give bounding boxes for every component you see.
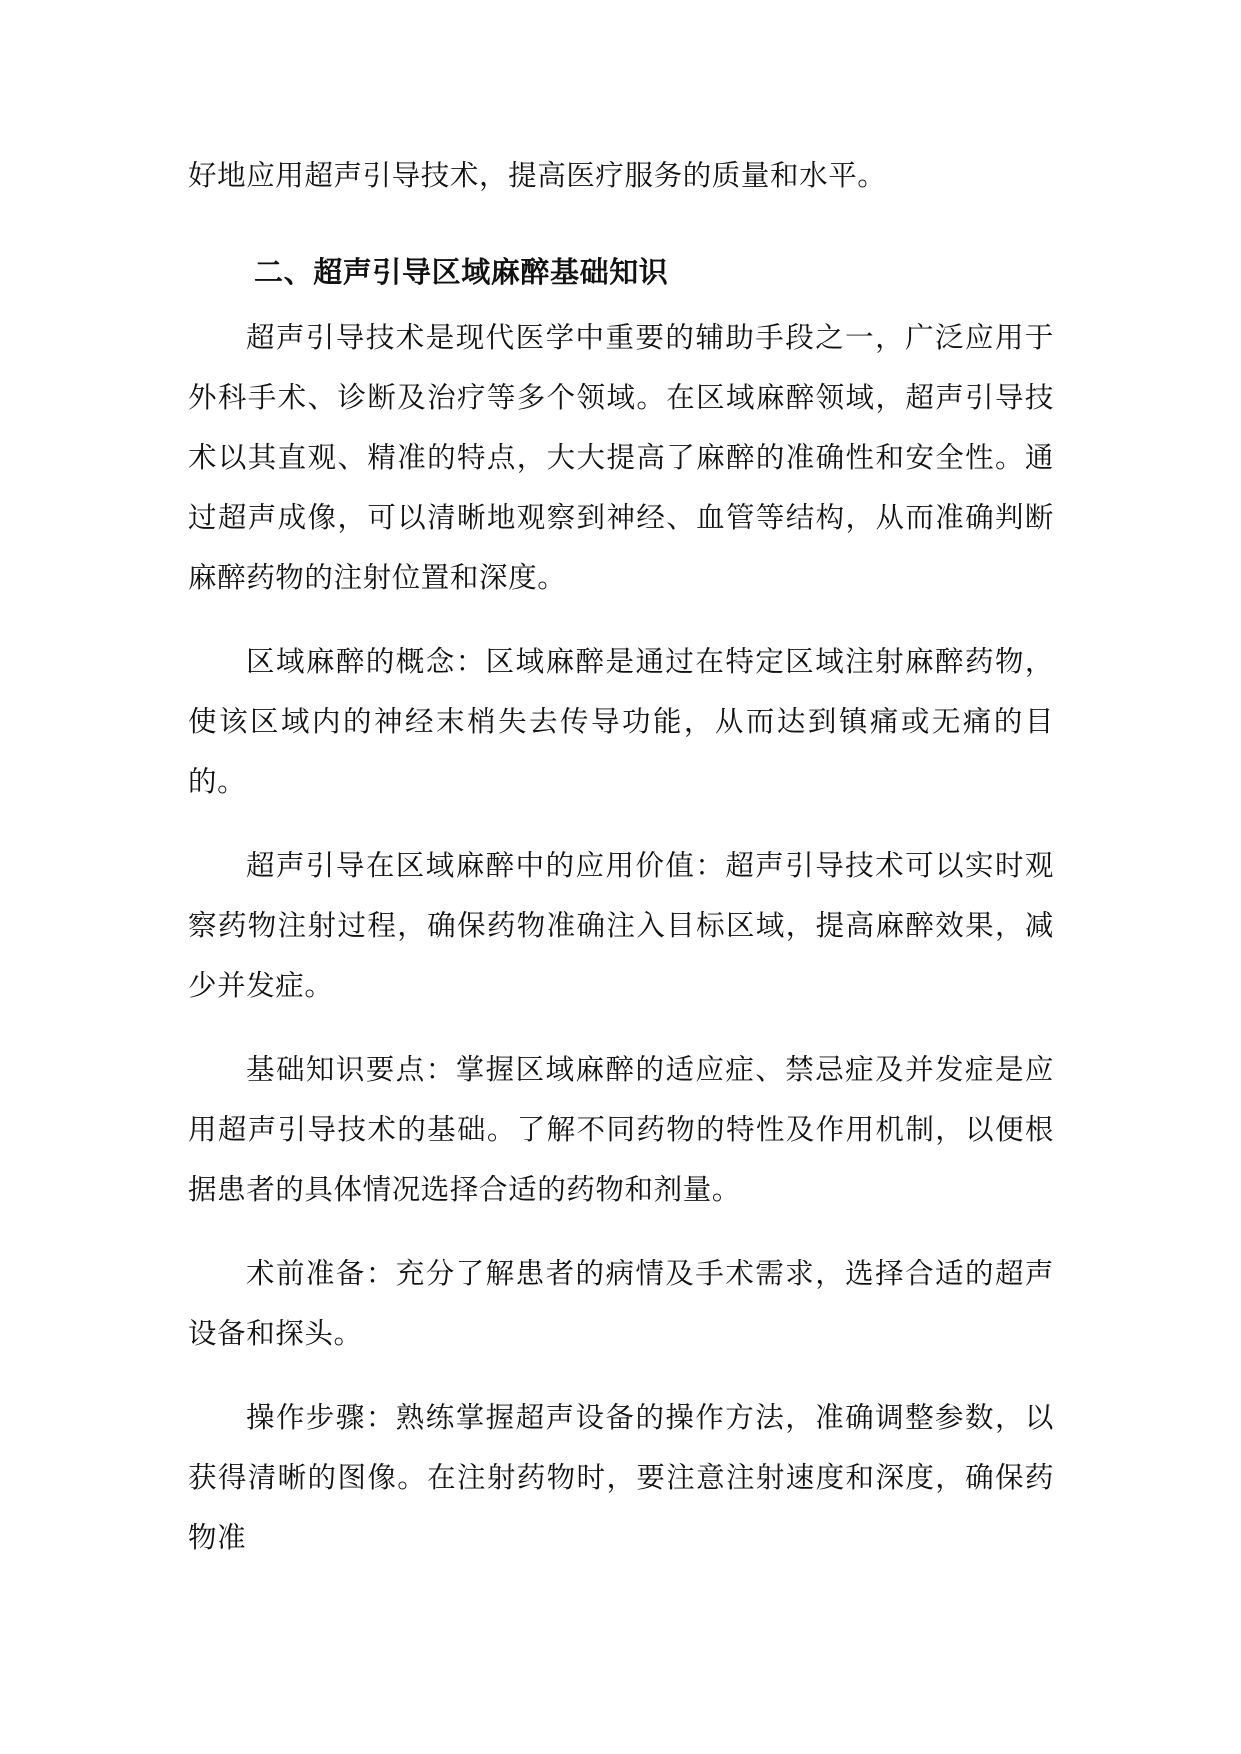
spacer	[188, 812, 1054, 836]
body-paragraph: 操作步骤：熟练掌握超声设备的操作方法，准确调整参数，以获得清晰的图像。在注射药物时，要注意注射速度和深度，确保药物准	[188, 1401, 1054, 1554]
spacer	[188, 1016, 1054, 1040]
spacer	[188, 608, 1054, 632]
spacer	[188, 1220, 1054, 1244]
body-paragraph: 术前准备：充分了解患者的病情及手术需求，选择合适的超声设备和探头。	[188, 1257, 1054, 1350]
document-body	[188, 146, 1054, 1568]
body-paragraph: 超声引导技术是现代医学中重要的辅助手段之一，广泛应用于外科手术、诊断及治疗等多个领域。在区域麻醉领域，超声引导技术以其直观、精准的特点，大大提高了麻醉的准确性和安全性。通过超声成像，可以清晰地观察到神经、血管等结构，从而准确判断麻醉药物的注射位置和深度。	[188, 321, 1054, 594]
spacer	[188, 1364, 1054, 1388]
body-paragraph: 超声引导在区域麻醉中的应用价值：超声引导技术可以实时观察药物注射过程，确保药物准确注入目标区域，提高麻醉效果，减少并发症。	[188, 849, 1054, 1002]
section-heading: 二、超声引导区域麻醉基础知识	[254, 255, 669, 289]
spacer	[188, 206, 1054, 242]
lead-paragraph: 好地应用超声引导技术，提高医疗服务的质量和水平。	[188, 159, 887, 192]
body-paragraph: 区域麻醉的概念：区域麻醉是通过在特定区域注射麻醉药物，使该区域内的神经末梢失去传导功能，从而达到镇痛或无痛的目的。	[188, 645, 1054, 798]
body-paragraph: 基础知识要点：掌握区域麻醉的适应症、禁忌症及并发症是应用超声引导技术的基础。了解不同药物的特性及作用机制，以便根据患者的具体情况选择合适的药物和剂量。	[188, 1053, 1054, 1206]
